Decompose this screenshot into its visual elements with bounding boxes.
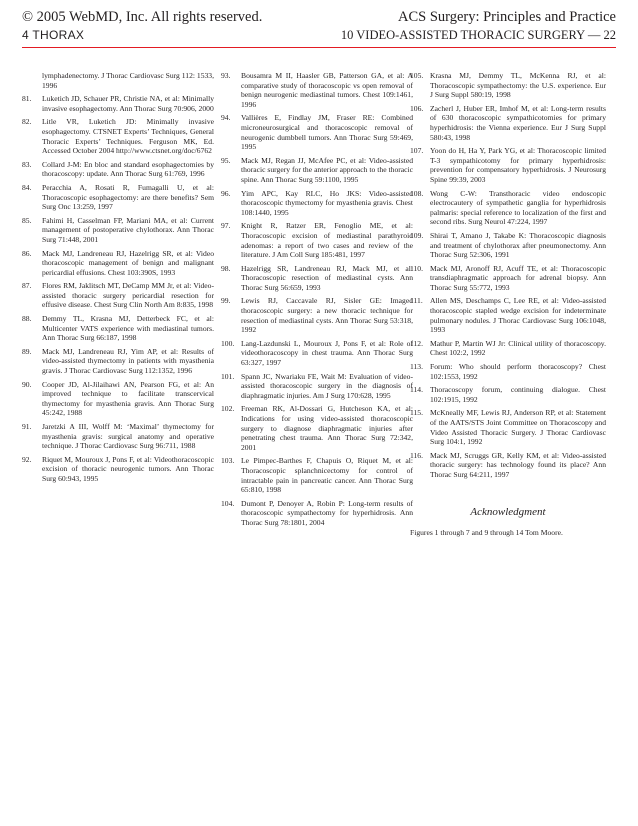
reference-number: 105. — [410, 71, 424, 80]
reference-item — [22, 281, 214, 310]
reference-item — [22, 216, 214, 245]
reference-item — [221, 372, 413, 401]
reference-item — [22, 455, 214, 484]
reference-number: 113. — [410, 362, 424, 372]
reference-text: Zacherl J, Huber ER, Imhof M, et al: Long-term results of 630 thoracoscopic sympathicotomies for primary hyperhidrosis: the Vienna experience. Eur J Surg Suppl 580:43, 1998 — [430, 103, 606, 142]
reference-item — [410, 146, 606, 184]
reference-text: Mack MJ, Landreneau RJ, Yim AP, et al: Results of video-assisted thymectomy in patients with myasthenia gravis. J Thorac Cardiovasc Surg 112:1352, 1996 — [42, 346, 214, 376]
reference-number: 101. — [221, 371, 235, 381]
reference-item — [221, 113, 413, 151]
reference-number: 96. — [221, 188, 231, 198]
reference-text: Jaretzki A III, Wolff M: ‘Maximal’ thymectomy for myasthenia gravis: surgical anatomy and operative technique. J Thorac Cardiovasc Surg 96:711, 1988 — [42, 422, 214, 451]
reference-item — [410, 264, 606, 293]
reference-text: Spann JC, Nwariaku FE, Wait M: Evaluation of video-assisted thoracoscopic surgery in the diagnosis of diaphragmatic injuries. Am J Surg 170:628, 1995 — [241, 371, 413, 400]
reference-number: 88. — [22, 314, 32, 324]
reference-number: 103. — [221, 456, 235, 466]
reference-item — [22, 380, 214, 418]
reference-number: 98. — [221, 263, 231, 273]
acknowledgment-text: Figures 1 through 7 and 9 through 14 Tom Moore. — [410, 527, 563, 537]
reference-text: Krasna MJ, Demmy TL, McKenna RJ, et al: Thoracoscopic sympathectomy: the U.S. experience. Eur J Surg Suppl 580:19, 1998 — [430, 71, 606, 100]
reference-item — [410, 385, 606, 404]
reference-number: 100. — [221, 338, 235, 348]
reference-item — [221, 456, 413, 494]
reference-item — [410, 408, 606, 446]
book-title: ACS Surgery: Principles and Practice — [397, 9, 616, 25]
reference-number: 97. — [221, 221, 231, 231]
reference-number: 107. — [410, 146, 424, 156]
reference-item — [22, 314, 214, 343]
acknowledgment-heading: Acknowledgment — [470, 505, 546, 518]
reference-text: Luketich JD, Schauer PR, Christie NA, et al: Minimally invasive esophagectomy. Ann Thorac Surg 70:906, 2000 — [42, 94, 214, 113]
reference-continuation — [22, 71, 214, 90]
reference-item — [22, 249, 214, 278]
running-header-bottom — [22, 28, 616, 48]
reference-number: 106. — [410, 103, 424, 113]
reference-number: 99. — [221, 296, 231, 306]
reference-text: Knight R, Ratzer ER, Fenoglio ME, et al: Thoracoscopic excision of mediastinal parathyroid adenomas: a report of two cases and review of the literature. J Am Coll Surg 185:481, 1997 — [241, 221, 413, 260]
reference-number: 109. — [410, 230, 424, 240]
reference-text: Wong C-W: Transthoracic video endoscopic electrocautery of sympathetic ganglia for hyperhidrosis palmaris: special reference to localization of the first and second ribs. Surg Neurol 47:224, 1997 — [430, 188, 606, 227]
reference-number: 115. — [410, 408, 424, 418]
reference-item — [221, 404, 413, 452]
reference-text: Mack MJ, Landreneau RJ, Hazelrigg SR, et al: Video thoracoscopic management of benign and malignant pericardial effusions. Chest 103:390S, 1993 — [42, 248, 214, 277]
reference-number: 108. — [410, 188, 424, 198]
reference-text: lymphadenectomy. J Thorac Cardiovasc Surg 112: 1533, 1996 — [42, 71, 214, 90]
reference-number: 92. — [22, 454, 32, 464]
reference-text: Litle VR, Luketich JD: Minimally invasive esophagectomy. CTSNET Experts’ Techniques, General Thoracic Experts’ Techniques. Ferguson MK, Ed. Accessed October 2004 http://www.ctsnet.org/doc/6762 — [42, 117, 214, 156]
reference-item — [221, 189, 413, 218]
reference-number: 81. — [22, 94, 32, 104]
reference-number: 104. — [221, 498, 235, 508]
reference-item — [221, 71, 413, 109]
reference-item — [221, 296, 413, 334]
reference-item — [221, 156, 413, 185]
reference-number: 83. — [22, 159, 32, 169]
reference-number: 102. — [221, 404, 235, 414]
reference-number: 84. — [22, 182, 32, 192]
reference-number: 89. — [22, 346, 32, 356]
reference-number: 95. — [221, 155, 231, 165]
reference-text: Mack MJ, Regan JJ, McAfee PC, et al: Video-assisted thoracic surgery for the anterior approach to the thoracic spine. Ann Thorac Surg 59:1100, 1995 — [241, 155, 413, 184]
reference-text: Flores RM, Jaklitsch MT, DeCamp MM Jr, et al: Video-assisted thoracic surgery pericardial resection for effusive disease. Chest Surg Clin North Am 8:835, 1998 — [42, 281, 214, 310]
reference-number: 110. — [410, 263, 424, 273]
reference-text: Freeman RK, Al-Dossari G, Hutcheson KA, et al: Indications for using video-assisted thoracoscopic surgery to diagnose diaphragmatic injuries after penetrating chest trauma. Ann Thorac Surg 72:342, 2001 — [241, 404, 413, 452]
reference-item — [22, 160, 214, 179]
reference-text: Mack MJ, Scruggs GR, Kelly KM, et al: Video-assisted thoracic surgery: has technology found its place? Ann Thorac Surg 64:211, 1997 — [430, 450, 606, 479]
reference-text: Dumont P, Denoyer A, Robin P: Long-term results of thoracoscopic sympathectomy for hyperhidrosis. Ann Thorac Surg 78:1801, 2004 — [241, 498, 413, 527]
reference-number: 114. — [410, 385, 424, 395]
reference-item — [410, 451, 606, 480]
running-header-top — [22, 9, 616, 29]
references-column-2 — [221, 71, 413, 532]
reference-text: Vallières E, Findlay JM, Fraser RE: Combined microneurosurgical and thoracoscopic removal of neurogenic dumbbell tumors. Ann Thorac Surg 59:469, 1995 — [241, 113, 413, 152]
reference-item — [22, 183, 214, 212]
reference-text: Collard J-M: En bloc and standard esophagectomies by thoracoscopy: update. Ann Thorac Surg 61:769, 1996 — [42, 159, 214, 179]
reference-item — [221, 221, 413, 259]
reference-number: 91. — [22, 422, 32, 431]
reference-text: Yoon do H, Ha Y, Park YG, et al: Thoracoscopic limited T-3 sympathicotomy for primary hyperhidrosis: prevention for compensatory hyperhidrosis. J Neurosurg Spine 99:39, 2003 — [430, 146, 606, 184]
reference-number: 94. — [221, 113, 231, 123]
references-column-1 — [22, 71, 214, 488]
reference-number: 86. — [22, 248, 32, 258]
reference-number: 112. — [410, 338, 424, 348]
reference-item — [410, 71, 606, 100]
references-column-3 — [410, 71, 606, 537]
reference-text: Lewis RJ, Caccavale RJ, Sisler GE: Imaged thoracoscopic surgery: a new thoracic technique for resection of mediastinal cysts. Ann Thorac Surg 53:318, 1992 — [241, 296, 413, 335]
reference-text: Thoracoscopy forum, continuing dialogue. Chest 102:1915, 1992 — [430, 385, 606, 404]
reference-item — [221, 499, 413, 528]
reference-text: Peracchia A, Rosati R, Fumagalli U, et al: Thoracoscopic esophagectomy: are there benefits? Sem Surg Onc 13:259, 1997 — [42, 182, 214, 212]
reference-text: McKneally MF, Lewis RJ, Anderson RP, et al: Statement of the AATS/STS Joint Committee on Thoracoscopy and Video Assisted Thoracic Surgery. J Thorac Cardiovasc Surg 104:1, 1992 — [430, 408, 606, 447]
reference-item — [410, 362, 606, 381]
reference-item — [410, 231, 606, 260]
reference-text: Forum: Who should perform thoracoscopy? Chest 102:1553, 1992 — [430, 362, 606, 381]
reference-number: 116. — [410, 450, 424, 460]
reference-text: Lang-Lazdunski L, Mouroux J, Pons F, et al: Role of videothoracoscopy in chest trauma. Ann Thorac Surg 63:327, 1997 — [241, 338, 413, 368]
reference-number: 90. — [22, 379, 32, 389]
reference-item — [410, 189, 606, 227]
copyright-notice: © 2005 WebMD, Inc. All rights reserved. — [22, 9, 263, 25]
reference-item — [22, 117, 214, 155]
reference-text: Le Pimpec-Barthes F, Chapuis O, Riquet M, et al: Thoracoscopic splanchnicectomy for control of intractable pain in pancreatic cancer. Ann Thorac Surg 65:810, 1998 — [241, 456, 413, 495]
header-rule — [22, 47, 616, 48]
reference-number: 85. — [22, 215, 32, 225]
reference-text: Demmy TL, Krasna MJ, Detterbeck FC, et al: Multicenter VATS experience with mediastinal tumors. Ann Thorac Surg 66:187, 1998 — [42, 314, 214, 343]
reference-text: Allen MS, Deschamps C, Lee RE, et al: Video-assisted thoracoscopic stapled wedge excision for indeterminate pulmonary nodules. J Thorac Cardiovasc Surg 106:1048, 1993 — [430, 296, 606, 335]
reference-text: Shirai T, Amano J, Takabe K: Thoracoscopic diagnosis and treatment of chylothorax after pneumonectomy. Ann Thorac Surg 52:306, 1991 — [430, 230, 606, 260]
reference-text: Bousamra M II, Haasler GB, Patterson GA, et al: A comparative study of thoracoscopic vs open removal of benign neurogenic mediastinal tumors. Chest 109:1461, 1996 — [241, 71, 413, 109]
reference-item — [22, 422, 214, 451]
reference-item — [221, 339, 413, 368]
reference-item — [410, 296, 606, 334]
reference-text: Hazelrigg SR, Landreneau RJ, Mack MJ, et al: Thoracoscopic resection of mediastinal cysts. Ann Thorac Surg 56:659, 1993 — [241, 263, 413, 292]
reference-text: Cooper JD, Al-Jilaihawi AN, Pearson FG, et al: An improved technique to facilitate transcervical thymectomy for myasthenia gravis. Ann Thorac Surg 45:242, 1988 — [42, 379, 214, 418]
reference-item — [221, 264, 413, 293]
reference-number: 87. — [22, 281, 32, 291]
chapter-label: 10 VIDEO-ASSISTED THORACIC SURGERY — 22 — [340, 28, 616, 42]
reference-item — [410, 104, 606, 142]
reference-text: Mack MJ, Aronoff RJ, Acuff TE, et al: Thoracoscopic transdiaphragmatic approach for adrenal biopsy. Ann Thorac Surg 55:772, 1993 — [430, 263, 606, 292]
reference-item — [22, 94, 214, 113]
reference-item — [22, 347, 214, 376]
section-label: 4 THORAX — [22, 28, 85, 42]
reference-number: 111. — [410, 296, 423, 306]
reference-item — [410, 339, 606, 358]
reference-text: Fahimi H, Casselman FP, Mariani MA, et al: Current management of postoperative chylothorax. Ann Thorac Surg 71:448, 2001 — [42, 215, 214, 244]
reference-text: Riquet M, Mouroux J, Pons F, et al: Videothoracoscopic excision of thoracic neurogenic tumors. Ann Thorac Surg 60:943, 1995 — [42, 454, 214, 483]
reference-number: 93. — [221, 71, 231, 80]
reference-text: Mathur P, Martin WJ Jr: Clinical utility of thoracoscopy. Chest 102:2, 1992 — [430, 338, 606, 358]
reference-text: Yim APC, Kay RLC, Ho JKS: Video-assisted thoracoscopic thymectomy for myasthenia gravis. Chest 108:1440, 1995 — [241, 188, 413, 217]
reference-number: 82. — [22, 117, 32, 127]
